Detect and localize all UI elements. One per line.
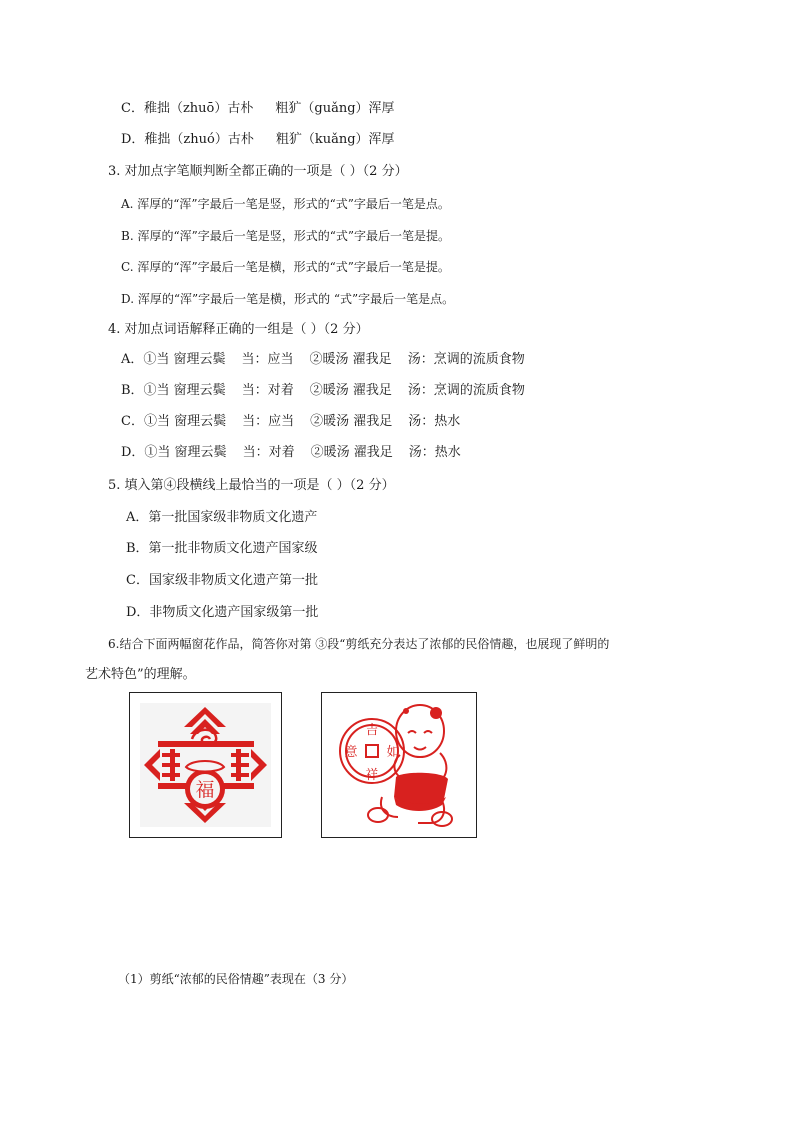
q3-option-d: D. 浑厚的“浑”字最后一笔是横，形式的 “式”字最后一笔是点。 bbox=[121, 292, 455, 306]
papercut-fu-image bbox=[129, 692, 282, 838]
q6-subquestion-1: （1）剪纸“浓郁的民俗情趣”表现在（3 分） bbox=[118, 972, 354, 986]
coin-glyph-bottom: 祥 bbox=[365, 768, 379, 783]
q4-option-b: B．①当 窗理云鬓 当：对着 ②暖汤 濯我足 汤：烹调的流质食物 bbox=[121, 383, 525, 398]
coin-glyph-right: 如 bbox=[386, 745, 400, 760]
q4-option-d: D．①当 窗理云鬓 当：对着 ②暖汤 濯我足 汤：热水 bbox=[121, 445, 461, 460]
fu-glyph: 福 bbox=[195, 779, 215, 801]
q5-option-d: D．非物质文化遗产国家级第一批 bbox=[126, 605, 319, 620]
q4-option-c: C．①当 窗理云鬓 当：应当 ②暖汤 濯我足 汤：热水 bbox=[121, 414, 461, 429]
q4-stem: 4. 对加点词语解释正确的一组是（ ）（2 分） bbox=[108, 322, 369, 337]
q3-option-a: A. 浑厚的“浑”字最后一笔是竖，形式的“式”字最后一笔是点。 bbox=[121, 197, 450, 211]
q3-option-c: C. 浑厚的“浑”字最后一笔是横，形式的“式”字最后一笔是提。 bbox=[121, 260, 450, 274]
coin-glyph-top: 吉 bbox=[365, 723, 379, 738]
q4-option-a: A．①当 窗理云鬓 当：应当 ②暖汤 濯我足 汤：烹调的流质食物 bbox=[121, 352, 525, 367]
q2-option-d: D．稚拙（zhuó）古朴 粗犷（kuǎng）浑厚 bbox=[121, 132, 395, 147]
q5-stem: 5. 填入第④段横线上最恰当的一项是（ ）（2 分） bbox=[108, 478, 395, 493]
q2-option-c: C．稚拙（zhuō）古朴 粗犷（guǎng）浑厚 bbox=[121, 101, 395, 116]
coin-glyph-left: 意 bbox=[344, 745, 358, 760]
q5-option-a: A．第一批国家级非物质文化遗产 bbox=[126, 510, 318, 525]
q6-stem-line1: 6.结合下面两幅窗花作品，简答你对第 ③段“剪纸充分表达了浓郁的民俗情趣，也展现了鲜明的 bbox=[108, 637, 610, 651]
papercut-child-image bbox=[321, 692, 477, 838]
q6-stem-line2: 艺术特色”的理解。 bbox=[85, 667, 196, 682]
q5-option-c: C．国家级非物质文化遗产第一批 bbox=[126, 573, 318, 588]
q3-stem: 3. 对加点字笔顺判断全都正确的一项是（ ）（2 分） bbox=[108, 164, 408, 179]
papercut-fu-drawing bbox=[130, 693, 281, 837]
q5-option-b: B．第一批非物质文化遗产国家级 bbox=[126, 541, 318, 556]
q3-option-b: B. 浑厚的“浑”字最后一笔是竖，形式的“式”字最后一笔是提。 bbox=[121, 229, 450, 243]
papercut-child-drawing bbox=[322, 693, 476, 837]
